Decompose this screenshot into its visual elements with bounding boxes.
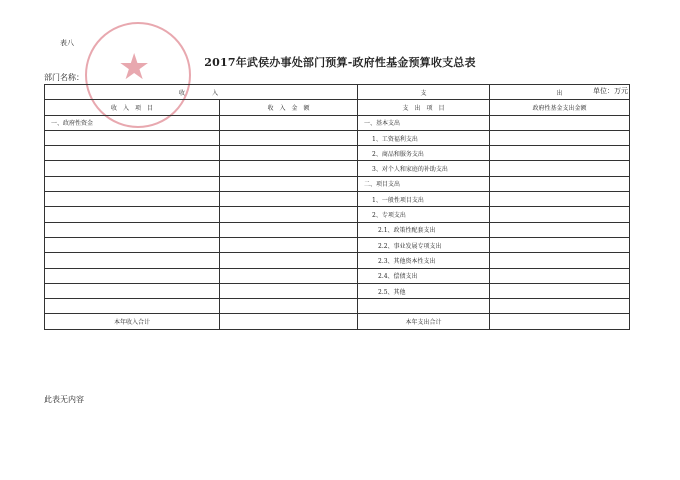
- income-item-cell: 一、政府性资金: [45, 115, 220, 130]
- table-body: [45, 115, 630, 314]
- document-title: 2017年武侯办事处部门预算-政府性基金预算收支总表: [204, 56, 476, 69]
- income-amount-cell: [220, 237, 358, 252]
- fund-amount-cell: [490, 192, 630, 207]
- income-amount-cell: [220, 299, 358, 314]
- table-row: [45, 268, 630, 283]
- fund-amount-cell: [490, 237, 630, 252]
- group-header-row: [45, 85, 630, 100]
- expense-item-cell: 2.3、其他资本性支出: [358, 253, 490, 268]
- income-amount-cell: [220, 268, 358, 283]
- budget-summary-table: [44, 84, 630, 330]
- expense-item-cell: 2.5、其他: [358, 283, 490, 298]
- fund-amount-cell: [490, 115, 630, 130]
- income-amount-cell: [220, 130, 358, 145]
- total-income-value: [220, 314, 358, 329]
- income-amount-header: 收 入 金 额: [220, 100, 358, 115]
- footer-note: 此表无内容: [44, 395, 84, 404]
- expense-item-cell: 二、项目支出: [358, 176, 490, 191]
- expense-group-header-left: 支: [358, 85, 490, 100]
- seal-star-icon: ★: [118, 47, 151, 88]
- expense-item-cell: 2.2、事业发展专项支出: [358, 237, 490, 252]
- department-name-label: 部门名称：: [44, 73, 84, 82]
- income-group-header: 收 入: [45, 85, 358, 100]
- fund-amount-cell: [490, 299, 630, 314]
- expense-item-cell: 一、基本支出: [358, 115, 490, 130]
- expense-item-cell: 1、工资福利支出: [358, 130, 490, 145]
- unit-label: 单位：万元: [593, 87, 628, 95]
- income-amount-cell: [220, 176, 358, 191]
- total-income-label: 本年收入合计: [45, 314, 220, 329]
- income-item-cell: [45, 176, 220, 191]
- fund-amount-cell: [490, 268, 630, 283]
- table-row: [45, 130, 630, 145]
- total-expense-label: 本年支出合计: [358, 314, 490, 329]
- table-row: [45, 283, 630, 298]
- fund-amount-cell: [490, 283, 630, 298]
- expense-item-cell: 2、商品和服务支出: [358, 146, 490, 161]
- column-header-row: [45, 100, 630, 115]
- expense-item-cell: 2.4、偿债支出: [358, 268, 490, 283]
- fund-amount-cell: [490, 207, 630, 222]
- fund-amount-cell: [490, 222, 630, 237]
- table-number-label: 表八: [60, 39, 74, 47]
- table-row: [45, 253, 630, 268]
- income-item-cell: [45, 146, 220, 161]
- income-item-cell: [45, 268, 220, 283]
- table-row: [45, 115, 630, 130]
- fund-amount-cell: [490, 161, 630, 176]
- table-row: [45, 207, 630, 222]
- expense-group-header-right: 出: [490, 85, 630, 100]
- income-item-cell: [45, 207, 220, 222]
- table-row: [45, 161, 630, 176]
- income-item-cell: [45, 161, 220, 176]
- table-row: [45, 222, 630, 237]
- expense-item-header: 支 出 项 目: [358, 100, 490, 115]
- expense-item-cell: 2.1、政策性配套支出: [358, 222, 490, 237]
- expense-item-cell: 2、专项支出: [358, 207, 490, 222]
- expense-item-cell: [358, 299, 490, 314]
- income-amount-cell: [220, 207, 358, 222]
- total-row: [45, 314, 630, 329]
- income-amount-cell: [220, 253, 358, 268]
- fund-amount-cell: [490, 176, 630, 191]
- income-item-cell: [45, 299, 220, 314]
- income-item-cell: [45, 222, 220, 237]
- income-amount-cell: [220, 161, 358, 176]
- table-row: [45, 192, 630, 207]
- table-row: [45, 237, 630, 252]
- income-item-cell: [45, 192, 220, 207]
- income-amount-cell: [220, 222, 358, 237]
- table-row: [45, 299, 630, 314]
- expense-item-cell: 3、对个人和家庭的补助支出: [358, 161, 490, 176]
- income-item-cell: [45, 283, 220, 298]
- income-item-header: 收 入 项 目: [45, 100, 220, 115]
- total-expense-value: [490, 314, 630, 329]
- table-row: [45, 176, 630, 191]
- income-item-cell: [45, 130, 220, 145]
- income-item-cell: [45, 237, 220, 252]
- income-amount-cell: [220, 146, 358, 161]
- fund-amount-cell: [490, 130, 630, 145]
- income-amount-cell: [220, 192, 358, 207]
- expense-item-cell: 1、一般性项目支出: [358, 192, 490, 207]
- fund-amount-header: 政府性基金支出金额: [490, 100, 630, 115]
- fund-amount-cell: [490, 146, 630, 161]
- fund-amount-cell: [490, 253, 630, 268]
- income-amount-cell: [220, 115, 358, 130]
- income-amount-cell: [220, 283, 358, 298]
- income-item-cell: [45, 253, 220, 268]
- table-row: [45, 146, 630, 161]
